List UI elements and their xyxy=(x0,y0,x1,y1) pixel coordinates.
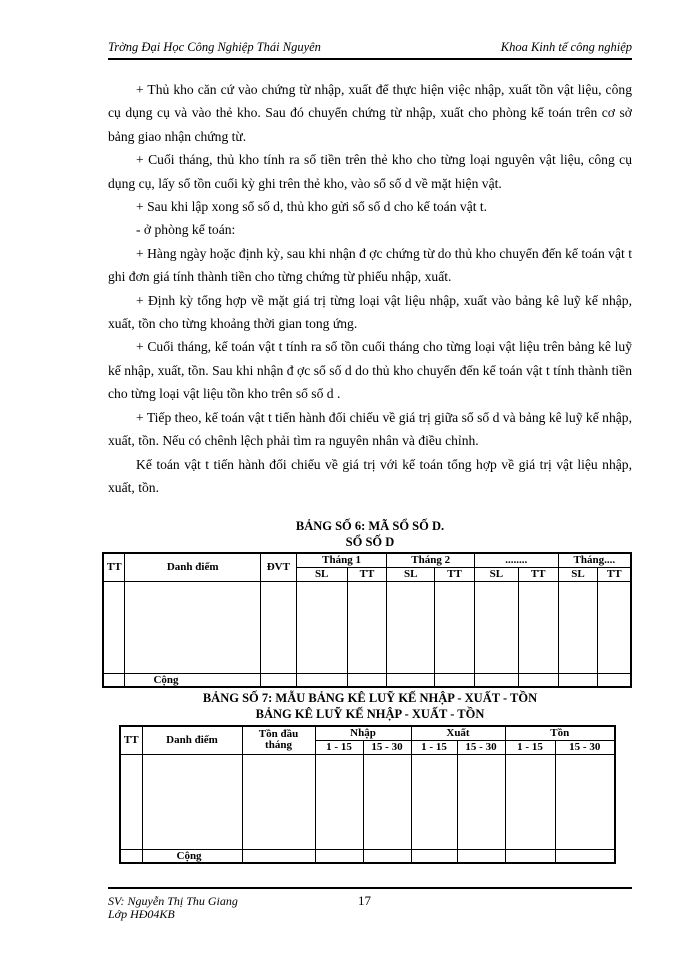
table7-head-out: Xuất xyxy=(411,726,505,740)
table6-tt-2: TT xyxy=(435,567,475,581)
table7-head-stock: Tồn xyxy=(505,726,615,740)
table7-in-p2: 15 - 30 xyxy=(363,740,411,754)
table6-head-month-dots: ........ xyxy=(474,553,558,567)
table6-body-row xyxy=(103,581,631,673)
page-header xyxy=(108,40,632,60)
paragraph-3: + Sau khi lập xong sổ số d, thủ kho gửi sổ số d cho kế toán vật t. xyxy=(136,199,488,215)
table6-subcaption: SỔ SỐ D xyxy=(345,535,395,549)
footer-class: Lớp HĐ04KB xyxy=(108,907,175,921)
header-faculty: Khoa Kinh tế công nghiệp xyxy=(500,40,632,54)
table6-tt-4: TT xyxy=(598,567,631,581)
table6-sl-4: SL xyxy=(558,567,598,581)
table6-head-month1: Tháng 1 xyxy=(296,553,387,567)
table6-captions xyxy=(108,518,632,550)
paragraph-8: + Tiếp theo, kế toán vật t tiến hành đối chiếu về giá trị giữa sổ số d và bảng kê luỹ kế nhập, xuất, tồn. Nếu có chênh lệch phải tìm ra nguyên nhân và điều chỉnh. xyxy=(108,409,632,449)
table7-total-label: Cộng xyxy=(142,849,242,863)
table6-sl-2: SL xyxy=(387,567,435,581)
table7-head-open-line1: Tồn đầu xyxy=(258,728,299,741)
paragraph-4: - ở phòng kế toán: xyxy=(136,222,236,238)
table7-out-p1: 1 - 15 xyxy=(411,740,457,754)
table6-head-unit: ĐVT xyxy=(260,553,296,581)
paragraph-5: + Hàng ngày hoặc định kỳ, sau khi nhận đ ợc chứng từ do thủ kho chuyển đến kế toán vật t ghi đơn giá tính thành tiền cho từng chứng từ phiếu nhập, xuất. xyxy=(108,245,632,285)
table7-out-p2: 15 - 30 xyxy=(457,740,505,754)
paragraph-2: + Cuối tháng, thủ kho tính ra số tiền trên thẻ kho cho từng loại nguyên vật liệu, công cụ dụng cụ, lấy số tồn cuối kỳ ghi trên thẻ kho, vào sổ số d về mặt hiện vật. xyxy=(108,152,632,191)
table6-head-month2: Tháng 2 xyxy=(387,553,475,567)
table7-head-open-line2: tháng xyxy=(265,739,292,752)
table6-tt-3: TT xyxy=(518,567,558,581)
paragraph-1: + Thủ kho căn cứ vào chứng từ nhập, xuất để thực hiện việc nhập, xuất tồn vật liệu, công cụ dụng cụ và vào thẻ kho. Sau đó chuyển chứng từ nhập, xuất cho phòng kế toán trên cơ sở bảng giao nhận chứng từ. xyxy=(108,82,632,144)
table6-head-tt: TT xyxy=(103,553,125,581)
table6 xyxy=(102,552,632,688)
table6-sl-1: SL xyxy=(296,567,347,581)
paragraph-9: Kế toán vật t tiến hành đối chiếu về giá trị với kế toán tổng hợp về giá trị vật liệu nhập, xuất, tồn. xyxy=(108,456,632,495)
table6-total-label: Cộng xyxy=(125,673,260,687)
page-footer xyxy=(108,887,632,929)
table7 xyxy=(119,725,616,864)
paragraph-6: + Định kỳ tổng hợp về mặt giá trị từng loại vật liệu nhập, xuất vào bảng kê luỹ kế nhập, xuất, tồn cho từng khoảng thời gian tong ứng. xyxy=(108,292,632,332)
table7-stock-p2: 15 - 30 xyxy=(555,740,615,754)
table6-total-row xyxy=(103,673,631,687)
table7-subcaption: BẢNG KÊ LUỸ KẾ NHẬP - XUẤT - TỒN xyxy=(255,707,485,721)
table6-sl-3: SL xyxy=(474,567,518,581)
header-school: Trờng Đại Học Công Nghiệp Thái Nguyên xyxy=(108,40,321,54)
paragraph-7: + Cuối tháng, kế toán vật t tính ra số tồn cuối tháng cho từng loại vật liệu trên bảng kê luỹ kế nhập, xuất, tồn. Sau khi nhận đ ợc sổ số d do thủ kho chuyển đến kế toán vật t tính thành tiền cho từng loại vật liệu tồn kho trên sổ số d . xyxy=(108,339,632,402)
footer-student-info xyxy=(108,895,238,921)
table7-head-tt: TT xyxy=(120,726,142,754)
table7-captions xyxy=(108,690,632,722)
table7-in-p1: 1 - 15 xyxy=(315,740,363,754)
table7-total-row xyxy=(120,849,615,863)
page-number: 17 xyxy=(358,893,371,908)
body-text xyxy=(108,78,632,499)
table6-head-name: Danh điểm xyxy=(125,553,260,581)
table7-head-name: Danh điểm xyxy=(142,726,242,754)
table6-caption: BẢNG SỐ 6: MÃ SỔ SỐ D. xyxy=(295,519,445,533)
footer-student: SV: Nguyễn Thị Thu Giang xyxy=(108,894,238,908)
table6-head-month-n: Tháng.... xyxy=(558,553,631,567)
table7-head-in: Nhập xyxy=(315,726,411,740)
table7-body-row xyxy=(120,754,615,849)
table7-stock-p1: 1 - 15 xyxy=(505,740,555,754)
table7-head-open xyxy=(242,726,315,754)
table7-caption: BẢNG SỐ 7: MẪU BẢNG KÊ LUỸ KẾ NHẬP - XUẤT - TỒN xyxy=(202,691,538,705)
table6-tt-1: TT xyxy=(347,567,387,581)
